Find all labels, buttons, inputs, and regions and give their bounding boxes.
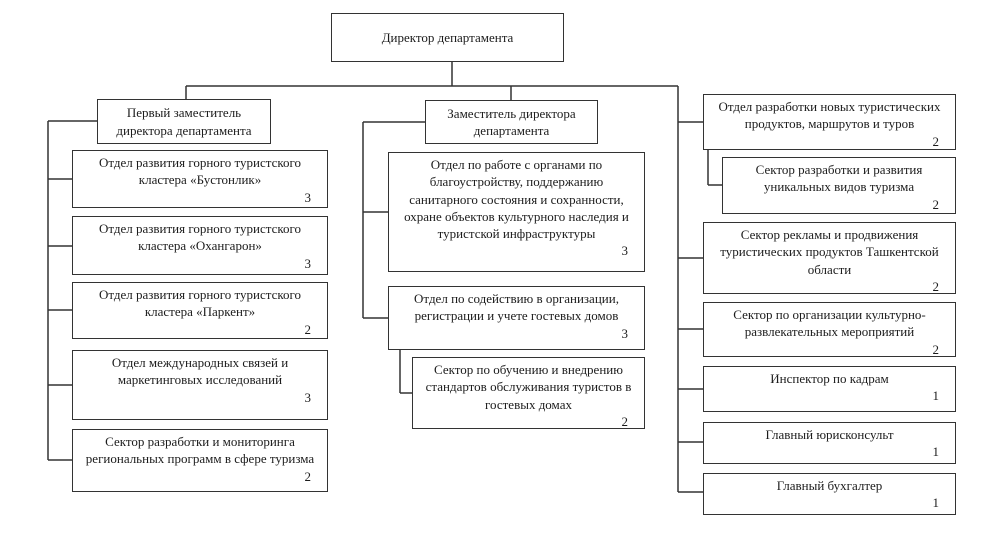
node-deputy-director [425,100,598,144]
staff-count: 3 [304,255,311,271]
node-unique-tourism-sector [722,157,956,214]
node-cultural-events-sector [703,302,956,357]
node-label: Отдел международных связей и маркетинговых исследований [111,355,289,388]
node-label: Инспектор по кадрам [770,371,889,386]
node-label: Сектор разработки и мониторинга региональных программ в сфере туризма [85,434,315,467]
staff-count: 1 [932,444,939,460]
node-regional-programs-sector [72,429,328,492]
node-international-relations-dept [72,350,328,420]
staff-count: 2 [932,278,939,294]
node-label: Сектор по обучению и внедрению стандартов обслуживания туристов в гостевых домах [425,362,632,412]
node-label: Отдел разработки новых туристических продуктов, маршрутов и туров [718,99,941,132]
node-label: Отдел по работе с органами по благоустройству, поддержанию санитарного состояния и сохранности, охране объектов культурного наследия и туристской инфраструктуры [404,157,629,242]
node-improvement-heritage-dept [388,152,645,272]
node-first-deputy-director [97,99,271,144]
node-chief-legal-counsel [703,422,956,464]
staff-count: 2 [304,321,311,337]
staff-count: 3 [304,189,311,205]
staff-count: 2 [932,133,939,149]
node-label: Отдел развития горного туристского кластера «Бустонлик» [98,155,302,188]
node-label: Сектор рекламы и продвижения туристических продуктов Ташкентской области [720,227,939,277]
node-label: Сектор разработки и развития уникальных видов туризма [755,162,923,195]
node-cluster-okhangaron [72,216,328,275]
node-guest-houses-training-sector [412,357,645,429]
node-label: Отдел развития горного туристского кластера «Охангарон» [98,221,302,254]
node-label: Отдел развития горного туристского кластера «Паркент» [98,287,302,320]
node-cluster-bustonlik [72,150,328,208]
staff-count: 2 [932,196,939,212]
node-guest-houses-dept [388,286,645,350]
staff-count: 3 [621,243,628,259]
node-director [331,13,564,62]
staff-count: 2 [932,341,939,357]
staff-count: 3 [621,325,628,341]
node-chief-accountant [703,473,956,515]
node-label: Отдел по содействию в организации, регистрации и учете гостевых домов [414,291,619,324]
node-advertising-promotion-sector [703,222,956,294]
staff-count: 1 [932,495,939,511]
node-new-tourist-products-dept [703,94,956,150]
node-label: Первый заместитель директора департамента [116,105,252,138]
node-hr-inspector [703,366,956,412]
staff-count: 3 [304,389,311,405]
node-label: Главный бухгалтер [776,478,883,493]
node-label: Сектор по организации культурно-развлекательных мероприятий [733,307,926,340]
node-label: Главный юрисконсульт [765,427,894,442]
node-label: Заместитель директора департамента [447,105,576,138]
staff-count: 2 [304,468,311,484]
node-label: Директор департамента [381,29,514,45]
staff-count: 1 [932,388,939,404]
node-cluster-parkent [72,282,328,339]
staff-count: 2 [621,413,628,429]
